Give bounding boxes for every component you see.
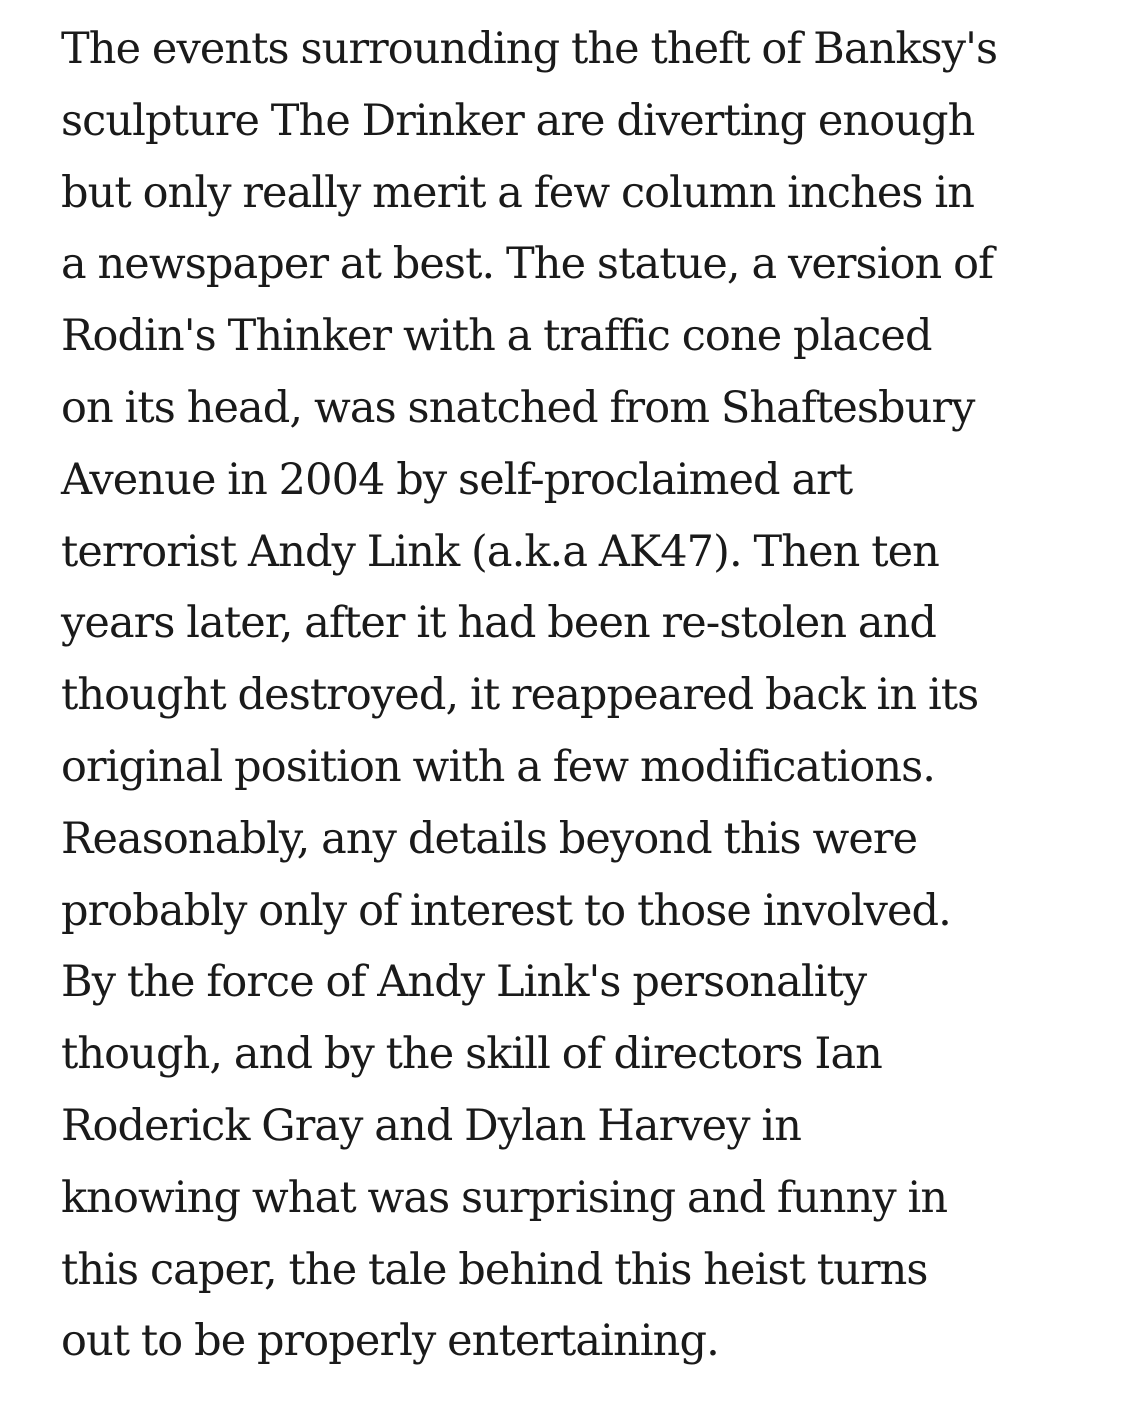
paragraph-line: By the force of Andy Link's personality: [61, 957, 867, 1008]
paragraph-line: though, and by the skill of directors Ian: [61, 1029, 882, 1080]
paragraph-line: original position with a few modifications.: [61, 741, 936, 792]
paragraph-line: knowing what was surprising and funny in: [61, 1172, 948, 1223]
paragraph-line: Avenue in 2004 by self-proclaimed art: [61, 454, 853, 505]
paragraph-line: Rodin's Thinker with a traffic cone placed: [61, 311, 932, 362]
paragraph-line: Reasonably, any details beyond this were: [61, 813, 918, 864]
paragraph-line: but only really merit a few column inches in: [61, 167, 974, 218]
paragraph-line: years later, after it had been re-stolen and: [61, 598, 937, 649]
paragraph-line: out to be properly entertaining.: [61, 1316, 719, 1367]
article-paragraph: [61, 14, 1071, 1378]
paragraph-line: this caper, the tale behind this heist turns: [61, 1244, 928, 1295]
paragraph-line: The events surrounding the theft of Banksy's: [61, 24, 998, 74]
paragraph-line: on its head, was snatched from Shaftesbury: [61, 382, 975, 433]
paragraph-line: thought destroyed, it reappeared back in its: [61, 670, 979, 721]
paragraph-line: Roderick Gray and Dylan Harvey in: [61, 1100, 802, 1151]
paragraph-line: a newspaper at best. The statue, a version of: [61, 239, 994, 290]
paragraph-line: sculpture The Drinker are diverting enough: [61, 95, 975, 146]
paragraph-line: terrorist Andy Link (a.k.a AK47). Then ten: [61, 526, 939, 577]
paragraph-line: probably only of interest to those involved.: [61, 885, 951, 936]
